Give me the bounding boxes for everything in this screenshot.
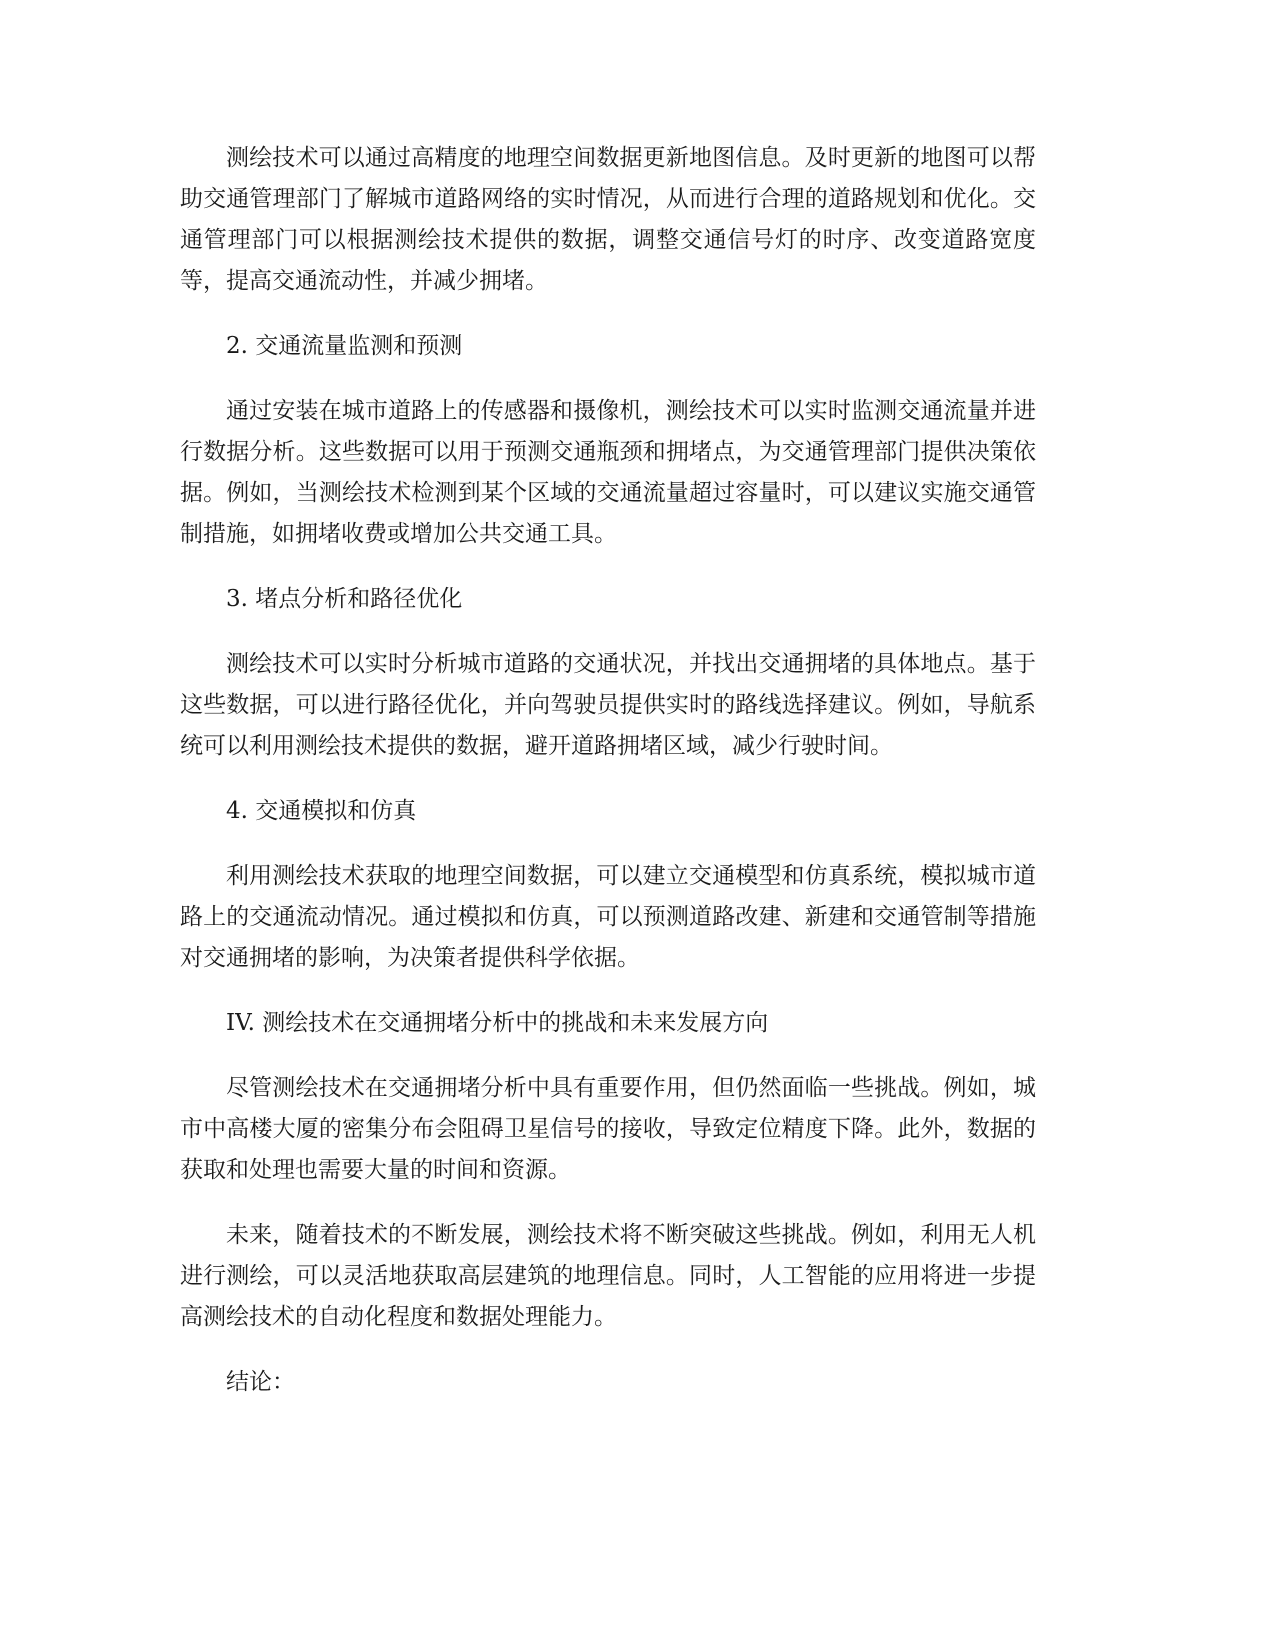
heading-conclusion: 结论：: [226, 1369, 295, 1395]
heading-challenges-future: IV. 测绘技术在交通拥堵分析中的挑战和未来发展方向: [226, 1010, 769, 1036]
heading-traffic-simulation: 4. 交通模拟和仿真: [226, 798, 417, 824]
document-page: [180, 138, 1036, 1427]
paragraph-traffic-simulation: 利用测绘技术获取的地理空间数据，可以建立交通模型和仿真系统，模拟城市道路上的交通流动情况。通过模拟和仿真，可以预测道路改建、新建和交通管制等措施对交通拥堵的影响，为决策者提供科学依据。: [180, 863, 1036, 971]
heading-traffic-flow-monitoring: 2. 交通流量监测和预测: [226, 333, 463, 359]
heading-bottleneck-analysis: 3. 堵点分析和路径优化: [226, 586, 463, 612]
paragraph-challenges: 尽管测绘技术在交通拥堵分析中具有重要作用，但仍然面临一些挑战。例如，城市中高楼大厦的密集分布会阻碍卫星信号的接收，导致定位精度下降。此外，数据的获取和处理也需要大量的时间和资源。: [180, 1075, 1036, 1183]
paragraph-future: 未来，随着技术的不断发展，测绘技术将不断突破这些挑战。例如，利用无人机进行测绘，可以灵活地获取高层建筑的地理信息。同时，人工智能的应用将进一步提高测绘技术的自动化程度和数据处理能力。: [180, 1222, 1036, 1330]
paragraph-bottleneck-analysis: 测绘技术可以实时分析城市道路的交通状况，并找出交通拥堵的具体地点。基于这些数据，可以进行路径优化，并向驾驶员提供实时的路线选择建议。例如，导航系统可以利用测绘技术提供的数据，避开道路拥堵区域，减少行驶时间。: [180, 651, 1036, 759]
paragraph-map-update: 测绘技术可以通过高精度的地理空间数据更新地图信息。及时更新的地图可以帮助交通管理部门了解城市道路网络的实时情况，从而进行合理的道路规划和优化。交通管理部门可以根据测绘技术提供的数据，调整交通信号灯的时序、改变道路宽度等，提高交通流动性，并减少拥堵。: [180, 145, 1036, 294]
paragraph-traffic-flow-monitoring: 通过安装在城市道路上的传感器和摄像机，测绘技术可以实时监测交通流量并进行数据分析。这些数据可以用于预测交通瓶颈和拥堵点，为交通管理部门提供决策依据。例如，当测绘技术检测到某个区域的交通流量超过容量时，可以建议实施交通管制措施，如拥堵收费或增加公共交通工具。: [180, 398, 1036, 547]
